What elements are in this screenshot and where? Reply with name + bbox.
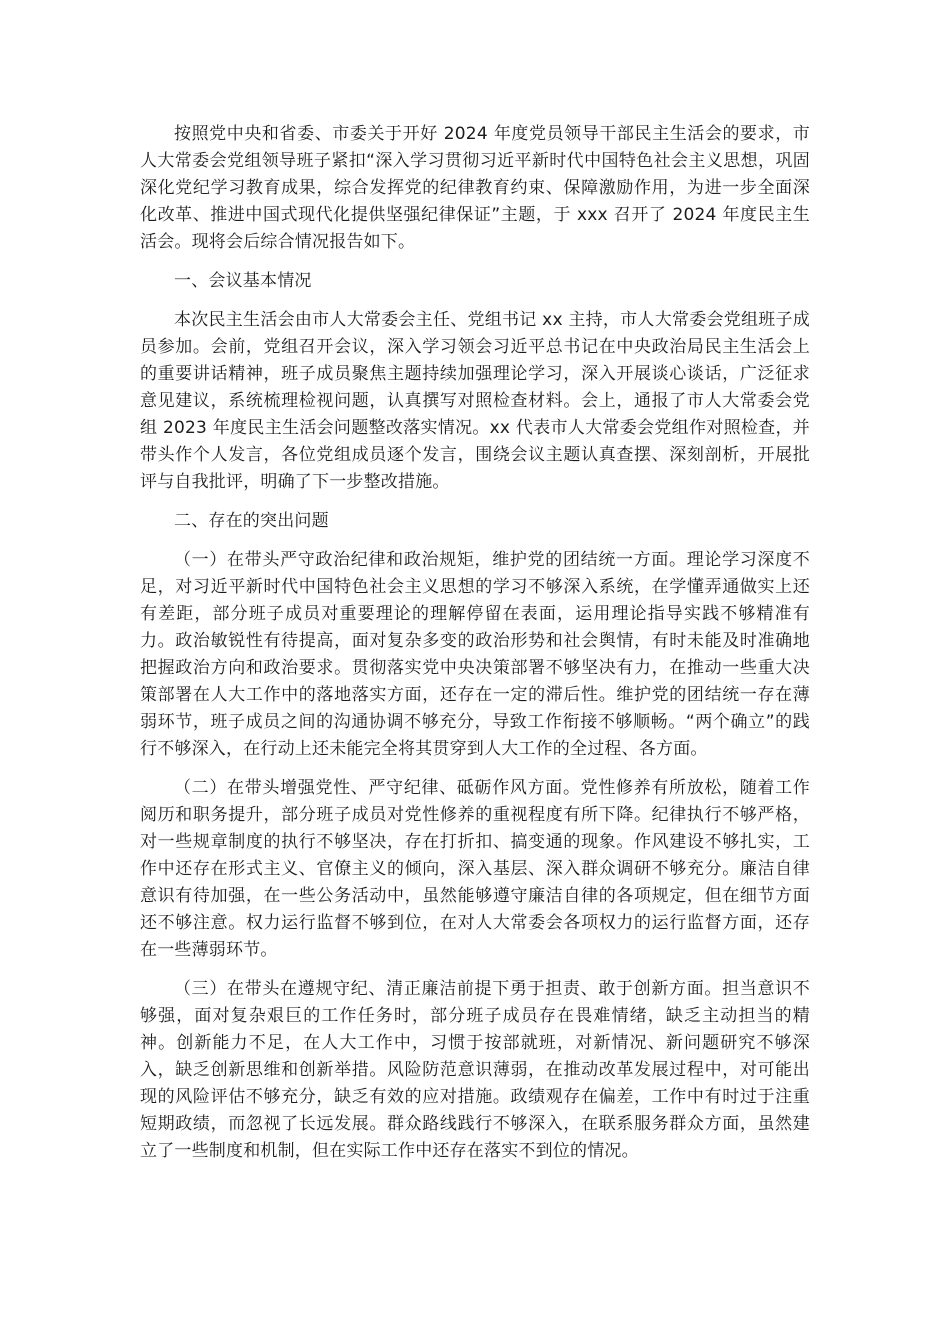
problem-item-1: （一）在带头严守政治纪律和政治规矩，维护党的团结统一方面。理论学习深度不足，对习近平新时代中国特色社会主义思想的学习不够深入系统，在学懂弄通做实上还有差距，部分班子成员对重要理论的理解停留在表面，运用理论指导实践不够精准有力。政治敏锐性有待提高，面对复杂多变的政治形势和社会舆情，有时未能及时准确地把握政治方向和政治要求。贯彻落实党中央决策部署不够坚决有力，在推动一些重大决策部署在人大工作中的落地落实方面，还存在一定的滞后性。维护党的团结统一存在薄弱环节，班子成员之间的沟通协调不够充分，导致工作衔接不够顺畅。“两个确立”的践行不够深入，在行动上还未能完全将其贯穿到人大工作的全过程、各方面。 — [140, 550, 810, 759]
section-heading-meeting-overview: 一、会议基本情况 — [174, 271, 312, 291]
document-body — [140, 121, 810, 1177]
section-heading-problems: 二、存在的突出问题 — [174, 511, 329, 531]
intro-paragraph: 按照党中央和省委、市委关于开好 2024 年度党员领导干部民主生活会的要求，市人大常委会党组领导班子紧扣“深入学习贯彻习近平新时代中国特色社会主义思想，巩固深化党纪学习教育成果，综合发挥党的纪律教育约束、保障激励作用，为进一步全面深化改革、推进中国式现代化提供坚强纪律保证”主题，于 xxx 召开了 2024 年度民主生活会。现将会后综合情况报告如下。 — [140, 124, 810, 252]
problem-item-2: （二）在带头增强党性、严守纪律、砥砺作风方面。党性修养有所放松，随着工作阅历和职务提升，部分班子成员对党性修养的重视程度有所下降。纪律执行不够严格，对一些规章制度的执行不够坚决，存在打折扣、搞变通的现象。作风建设不够扎实，工作中还存在形式主义、官僚主义的倾向，深入基层、深入群众调研不够充分。廉洁自律意识有待加强，在一些公务活动中，虽然能够遵守廉洁自律的各项规定，但在细节方面还不够注意。权力运行监督不够到位，在对人大常委会各项权力的运行监督方面，还存在一些薄弱环节。 — [140, 778, 810, 960]
problem-item-3: （三）在带头在遵规守纪、清正廉洁前提下勇于担责、敢于创新方面。担当意识不够强，面对复杂艰巨的工作任务时，部分班子成员存在畏难情绪，缺乏主动担当的精神。创新能力不足，在人大工作中，习惯于按部就班，对新情况、新问题研究不够深入，缺乏创新思维和创新举措。风险防范意识薄弱，在推动改革发展过程中，对可能出现的风险评估不够充分，缺乏有效的应对措施。政绩观存在偏差，工作中有时过于注重短期政绩，而忽视了长远发展。群众路线践行不够深入，在联系服务群众方面，虽然建立了一些制度和机制，但在实际工作中还存在落实不到位的情况。 — [140, 979, 810, 1161]
meeting-overview-paragraph: 本次民主生活会由市人大常委会主任、党组书记 xx 主持，市人大常委会党组班子成员参加。会前，党组召开会议，深入学习领会习近平总书记在中央政治局民主生活会上的重要讲话精神，班子成员聚焦主题持续加强理论学习，深入开展谈心谈话，广泛征求意见建议，系统梳理检视问题，认真撰写对照检查材料。会上，通报了市人大常委会党组 2023 年度民主生活会问题整改落实情况。xx 代表市人大常委会党组作对照检查，并带头作个人发言，各位党组成员逐个发言，围绕会议主题认真查摆、深刻剖析，开展批评与自我批评，明确了下一步整改措施。 — [140, 310, 810, 492]
